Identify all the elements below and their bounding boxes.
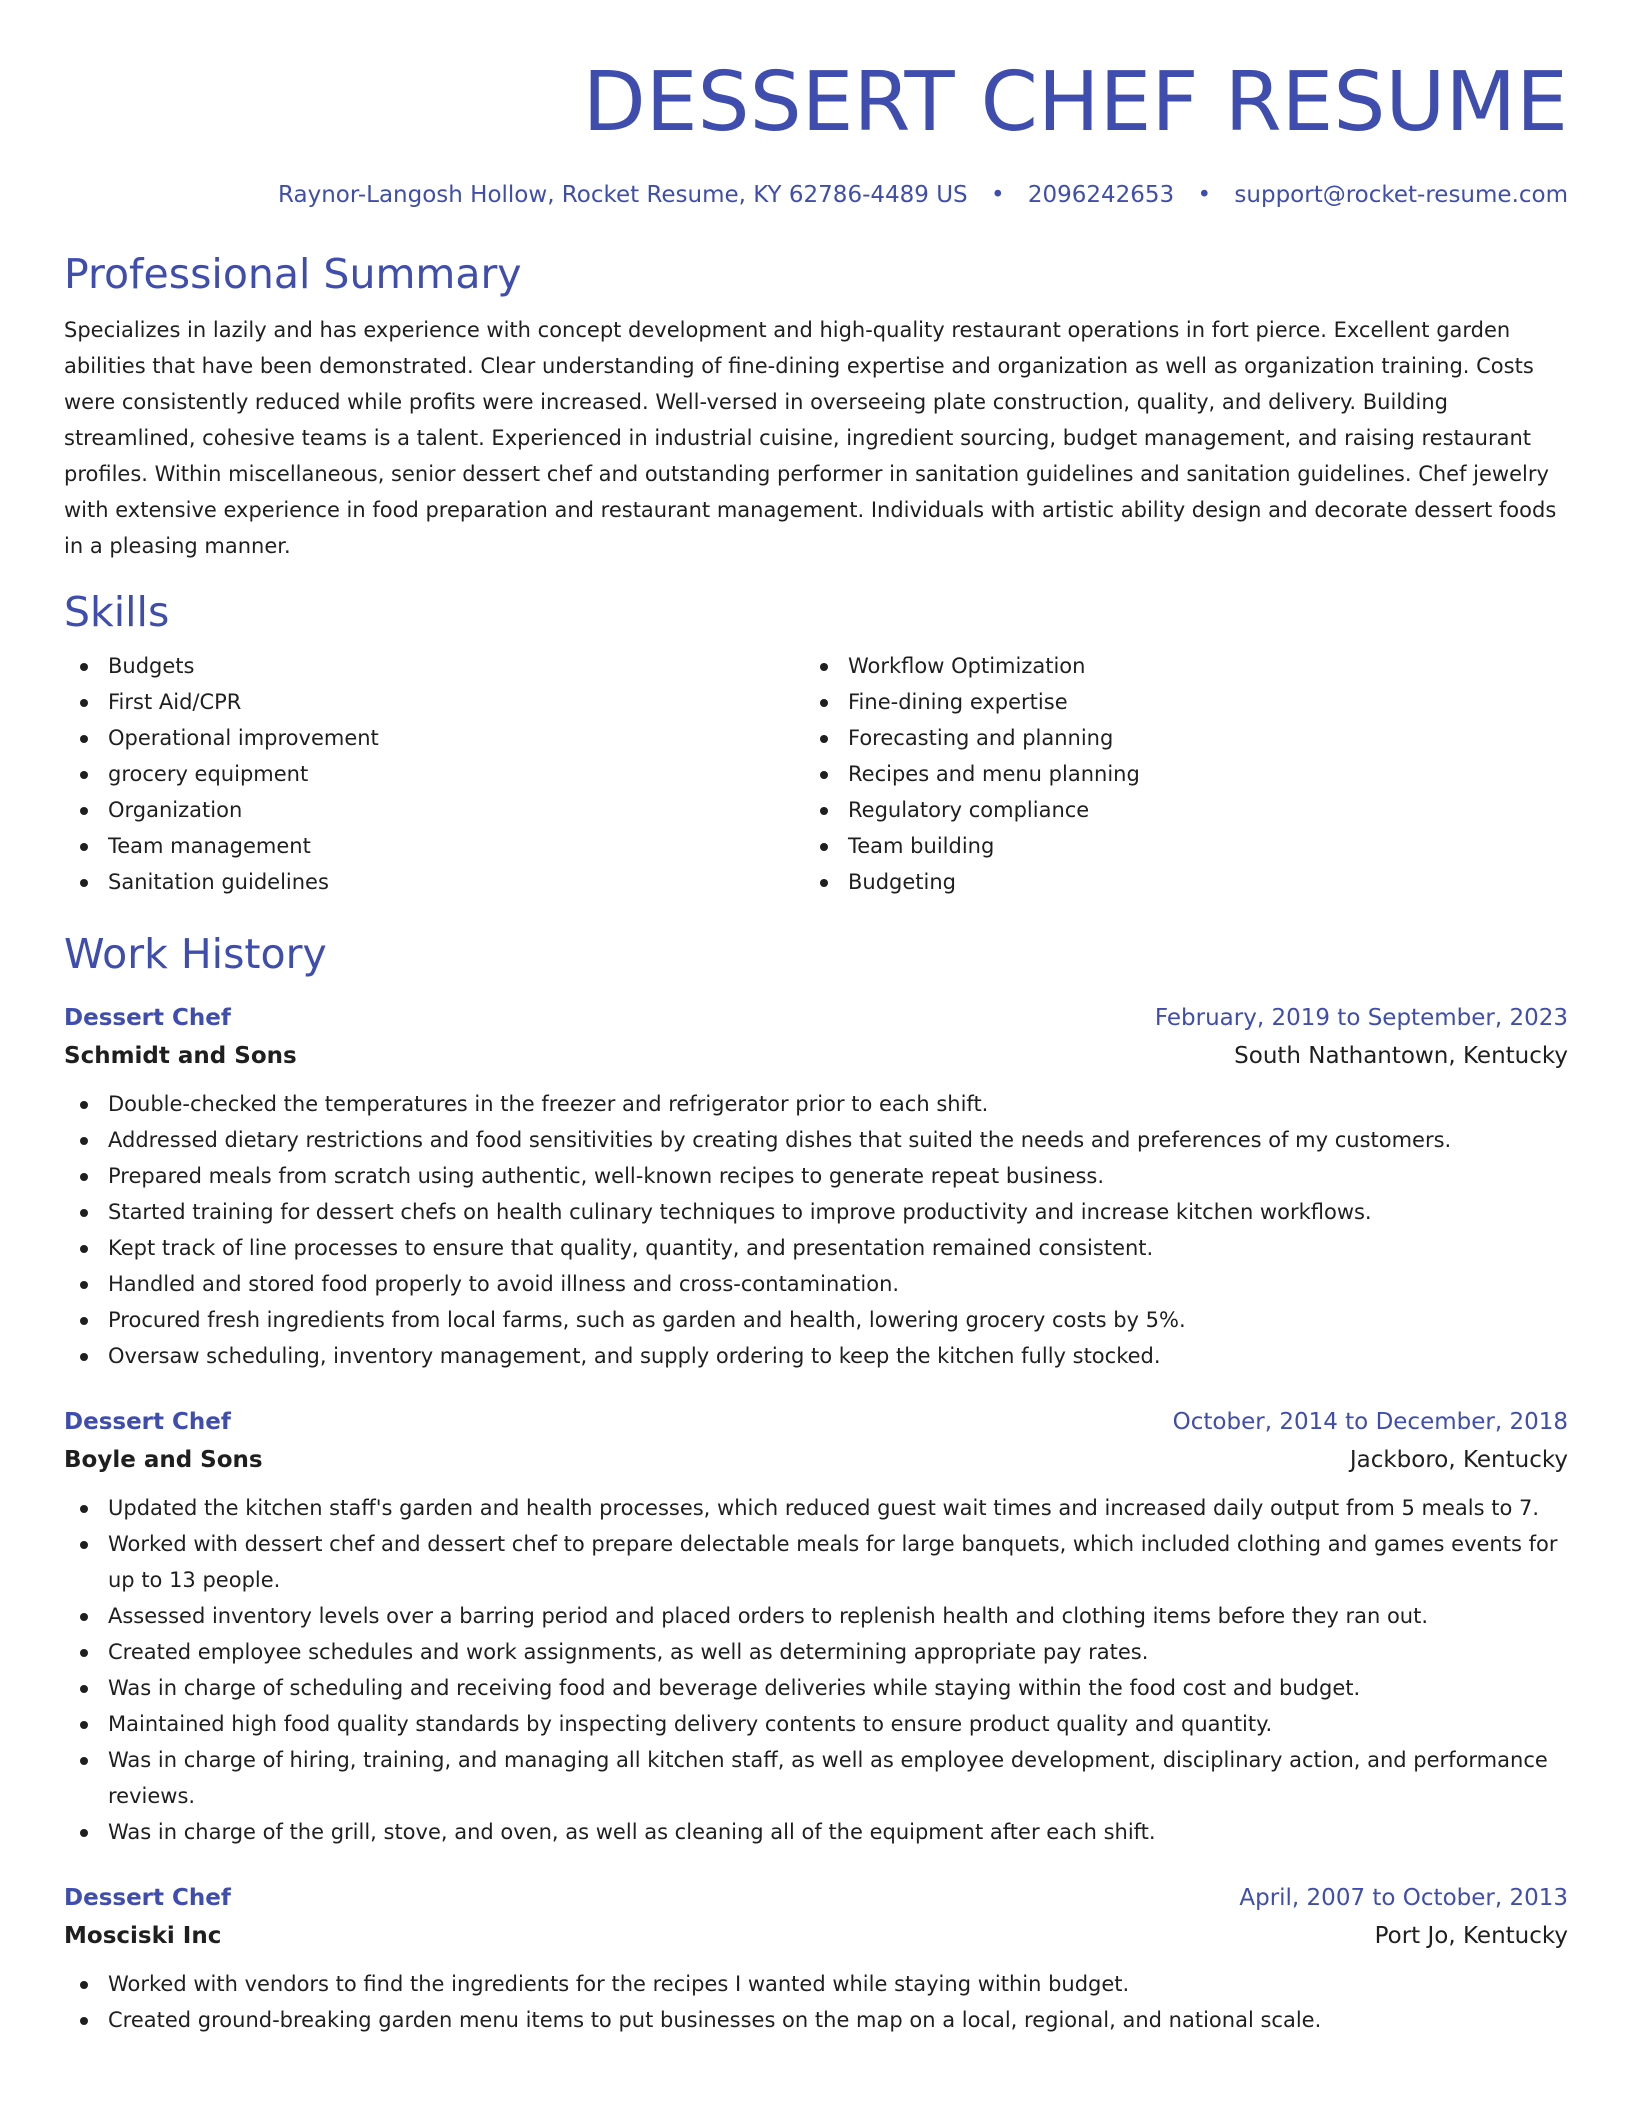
duty-item: Worked with vendors to find the ingredients for the recipes I wanted while staying within budget. (64, 1966, 1568, 2002)
separator-dot: • (1197, 182, 1212, 208)
company-name: Boyle and Sons (64, 1447, 263, 1473)
skill-item: Operational improvement (64, 720, 804, 756)
skill-item: Forecasting and planning (804, 720, 1544, 756)
contact-line (64, 180, 1568, 210)
job-title: Dessert Chef (64, 1409, 231, 1435)
job-duties (64, 1086, 1568, 1374)
job-dates: October, 2014 to December, 2018 (1172, 1409, 1568, 1435)
job-title: Dessert Chef (64, 1005, 231, 1031)
duty-item: Handled and stored food properly to avoid illness and cross-contamination. (64, 1266, 1568, 1302)
duty-item: Addressed dietary restrictions and food sensitivities by creating dishes that suited the needs and preferences of my customers. (64, 1122, 1568, 1158)
skill-item: Workflow Optimization (804, 648, 1544, 684)
job-entry (64, 1000, 1568, 1374)
job-entry (64, 1404, 1568, 1850)
skill-item: Regulatory compliance (804, 792, 1544, 828)
duty-item: Kept track of line processes to ensure that quality, quantity, and presentation remained consistent. (64, 1230, 1568, 1266)
duty-item: Started training for dessert chefs on health culinary techniques to improve productivity and increase kitchen workflows. (64, 1194, 1568, 1230)
skill-item: Organization (64, 792, 804, 828)
job-location: Port Jo, Kentucky (1374, 1923, 1568, 1949)
duty-item: Prepared meals from scratch using authentic, well-known recipes to generate repeat business. (64, 1158, 1568, 1194)
job-title: Dessert Chef (64, 1885, 231, 1911)
job-location: Jackboro, Kentucky (1349, 1447, 1568, 1473)
skill-item: Sanitation guidelines (64, 864, 804, 900)
skill-item: grocery equipment (64, 756, 804, 792)
work-history-heading: Work History (64, 930, 327, 978)
job-dates: April, 2007 to October, 2013 (1239, 1885, 1568, 1911)
summary-heading: Professional Summary (64, 250, 522, 298)
duty-item: Worked with dessert chef and dessert chef to prepare delectable meals for large banquets, which included clothing and games events for up to 13 people. (64, 1526, 1568, 1598)
job-duties (64, 1966, 1568, 2038)
duty-item: Was in charge of the grill, stove, and oven, as well as cleaning all of the equipment after each shift. (64, 1814, 1568, 1850)
contact-email: support@rocket-resume.com (1234, 182, 1568, 208)
duty-item: Created ground-breaking garden menu items to put businesses on the map on a local, regional, and national scale. (64, 2002, 1568, 2038)
contact-address: Raynor-Langosh Hollow, Rocket Resume, KY 62786-4489 US (278, 182, 968, 208)
duty-item: Oversaw scheduling, inventory management, and supply ordering to keep the kitchen fully stocked. (64, 1338, 1568, 1374)
duty-item: Was in charge of hiring, training, and managing all kitchen staff, as well as employee development, disciplinary action, and performance reviews. (64, 1742, 1568, 1814)
job-duties (64, 1490, 1568, 1850)
summary-text: Specializes in lazily and has experience with concept development and high-quality restaurant operations in fort pierce. Excellent garden abilities that have been demonstrated. Clear understanding of fine-dining expertise and organization as well as organization training. Costs were consistently reduced while profits were increased. Well-versed in overseeing plate construction, quality, and delivery. Building streamlined, cohesive teams is a talent. Experienced in industrial cuisine, ingredient sourcing, budget management, and raising restaurant profiles. Within miscellaneous, senior dessert chef and outstanding performer in sanitation guidelines and sanitation guidelines. Chef jewelry with extensive experience in food preparation and restaurant management. Individuals with artistic ability design and decorate dessert foods in a pleasing manner. (64, 318, 1557, 558)
duty-item: Double-checked the temperatures in the freezer and refrigerator prior to each shift. (64, 1086, 1568, 1122)
skill-item: Fine-dining expertise (804, 684, 1544, 720)
job-dates: February, 2019 to September, 2023 (1154, 1005, 1568, 1031)
duty-item: Created employee schedules and work assignments, as well as determining appropriate pay rates. (64, 1634, 1568, 1670)
duty-item: Updated the kitchen staff's garden and health processes, which reduced guest wait times and increased daily output from 5 meals to 7. (64, 1490, 1568, 1526)
skill-item: Team building (804, 828, 1544, 864)
job-entry (64, 1880, 1568, 2038)
skill-item: First Aid/CPR (64, 684, 804, 720)
job-location: South Nathantown, Kentucky (1234, 1043, 1568, 1069)
skills-heading: Skills (64, 588, 170, 636)
duty-item: Maintained high food quality standards by inspecting delivery contents to ensure product quality and quantity. (64, 1706, 1568, 1742)
skills-column-right (804, 648, 1544, 900)
skills-column-left (64, 648, 804, 900)
skill-item: Budgets (64, 648, 804, 684)
skills-list (64, 648, 1568, 900)
resume-title: DESSERT CHEF RESUME (582, 55, 1568, 150)
duty-item: Assessed inventory levels over a barring period and placed orders to replenish health and clothing items before they ran out. (64, 1598, 1568, 1634)
separator-dot: • (990, 182, 1005, 208)
skill-item: Recipes and menu planning (804, 756, 1544, 792)
skill-item: Budgeting (804, 864, 1544, 900)
company-name: Mosciski Inc (64, 1923, 222, 1949)
duty-item: Was in charge of scheduling and receiving food and beverage deliveries while staying within the food cost and budget. (64, 1670, 1568, 1706)
skill-item: Team management (64, 828, 804, 864)
contact-phone: 2096242653 (1027, 182, 1175, 208)
company-name: Schmidt and Sons (64, 1043, 297, 1069)
resume-page (64, 0, 1568, 2038)
duty-item: Procured fresh ingredients from local farms, such as garden and health, lowering grocery costs by 5%. (64, 1302, 1568, 1338)
